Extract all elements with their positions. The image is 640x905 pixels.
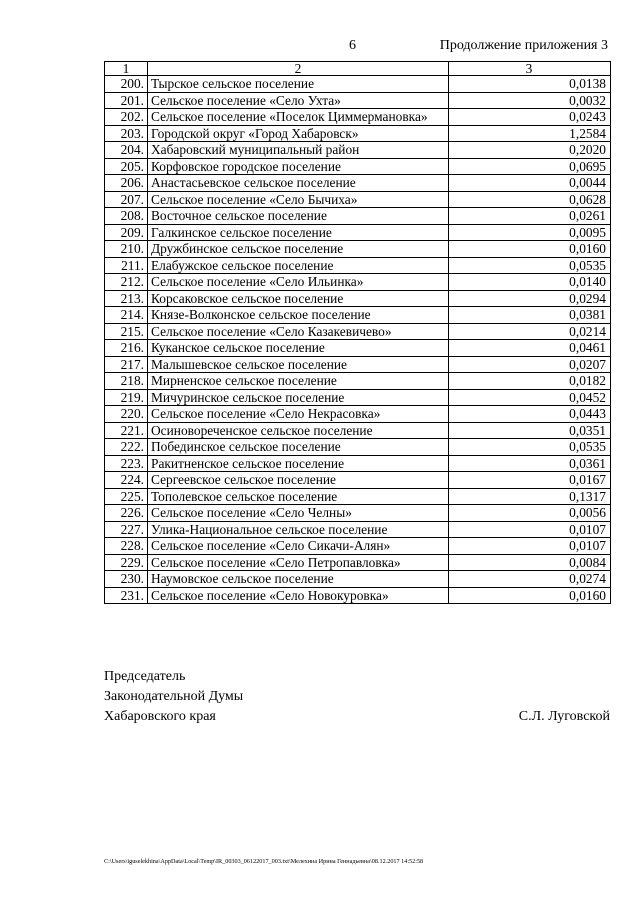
row-value-cell: 1,2584: [449, 125, 611, 142]
column-header-2: 2: [148, 62, 449, 76]
row-number-cell: 208.: [105, 208, 148, 225]
row-name-cell: Корсаковское сельское поселение: [148, 290, 449, 307]
row-name-cell: Тополевское сельское поселение: [148, 488, 449, 505]
row-name-cell: Сельское поселение «Село Казакевичево»: [148, 323, 449, 340]
row-name-cell: Елабужское сельское поселение: [148, 257, 449, 274]
row-value-cell: 0,0056: [449, 505, 611, 522]
row-name-cell: Сельское поселение «Село Новокуровка»: [148, 587, 449, 604]
table-body: [105, 76, 611, 604]
table-row: [105, 340, 611, 357]
row-name-cell: Тырское сельское поселение: [148, 76, 449, 93]
table-row: [105, 455, 611, 472]
signature-line-3: Хабаровского края: [104, 709, 216, 724]
table-row: [105, 488, 611, 505]
row-number-cell: 211.: [105, 257, 148, 274]
table-row: [105, 175, 611, 192]
table-row: [105, 505, 611, 522]
row-number-cell: 230.: [105, 571, 148, 588]
row-number-cell: 224.: [105, 472, 148, 489]
column-header-3: 3: [449, 62, 611, 76]
table-row: [105, 125, 611, 142]
table-row: [105, 224, 611, 241]
row-number-cell: 219.: [105, 389, 148, 406]
signer-name: С.Л. Луговской: [518, 709, 610, 724]
row-value-cell: 0,0443: [449, 406, 611, 423]
row-number-cell: 203.: [105, 125, 148, 142]
row-name-cell: Сельское поселение «Село Ильинка»: [148, 274, 449, 291]
row-name-cell: Ракитненское сельское поселение: [148, 455, 449, 472]
row-name-cell: Сельское поселение «Поселок Циммермановка»: [148, 109, 449, 126]
row-value-cell: 0,0294: [449, 290, 611, 307]
table-row: [105, 191, 611, 208]
row-value-cell: 0,0138: [449, 76, 611, 93]
row-number-cell: 228.: [105, 538, 148, 555]
row-number-cell: 225.: [105, 488, 148, 505]
row-value-cell: 0,0160: [449, 587, 611, 604]
row-name-cell: Побединское сельское поселение: [148, 439, 449, 456]
row-name-cell: Сельское поселение «Село Петропавловка»: [148, 554, 449, 571]
row-name-cell: Сельское поселение «Село Челны»: [148, 505, 449, 522]
row-name-cell: Малышевское сельское поселение: [148, 356, 449, 373]
row-value-cell: 0,0167: [449, 472, 611, 489]
row-number-cell: 215.: [105, 323, 148, 340]
row-name-cell: Сельское поселение «Село Сикачи-Алян»: [148, 538, 449, 555]
table-row: [105, 323, 611, 340]
row-name-cell: Сельское поселение «Село Бычиха»: [148, 191, 449, 208]
row-number-cell: 223.: [105, 455, 148, 472]
page-number: 6: [349, 38, 356, 53]
row-value-cell: 0,0160: [449, 241, 611, 258]
row-number-cell: 227.: [105, 521, 148, 538]
row-value-cell: 0,0044: [449, 175, 611, 192]
row-number-cell: 229.: [105, 554, 148, 571]
row-name-cell: Мичуринское сельское поселение: [148, 389, 449, 406]
table-row: [105, 274, 611, 291]
table-row: [105, 389, 611, 406]
signature-line-2: Законодательной Думы: [104, 689, 244, 704]
row-number-cell: 204.: [105, 142, 148, 159]
row-value-cell: 0,0261: [449, 208, 611, 225]
row-name-cell: Сельское поселение «Село Ухта»: [148, 92, 449, 109]
row-number-cell: 220.: [105, 406, 148, 423]
row-value-cell: 0,0107: [449, 538, 611, 555]
row-name-cell: Корфовское городское поселение: [148, 158, 449, 175]
row-number-cell: 202.: [105, 109, 148, 126]
row-number-cell: 209.: [105, 224, 148, 241]
signature-block: [104, 667, 243, 727]
row-value-cell: 0,0032: [449, 92, 611, 109]
row-number-cell: 213.: [105, 290, 148, 307]
row-name-cell: Анастасьевское сельское поселение: [148, 175, 449, 192]
row-value-cell: 0,0695: [449, 158, 611, 175]
row-value-cell: 0,0084: [449, 554, 611, 571]
row-name-cell: Сергеевское сельское поселение: [148, 472, 449, 489]
row-number-cell: 201.: [105, 92, 148, 109]
row-value-cell: 0,0535: [449, 439, 611, 456]
row-number-cell: 217.: [105, 356, 148, 373]
table-row: [105, 142, 611, 159]
signature-line-1: Председатель: [104, 669, 186, 684]
row-value-cell: 0,0461: [449, 340, 611, 357]
row-name-cell: Улика-Национальное сельское поселение: [148, 521, 449, 538]
table-row: [105, 538, 611, 555]
row-number-cell: 214.: [105, 307, 148, 324]
table-row: [105, 422, 611, 439]
row-name-cell: Восточное сельское поселение: [148, 208, 449, 225]
row-number-cell: 231.: [105, 587, 148, 604]
row-value-cell: 0,0535: [449, 257, 611, 274]
row-number-cell: 210.: [105, 241, 148, 258]
table-row: [105, 109, 611, 126]
row-name-cell: Сельское поселение «Село Некрасовка»: [148, 406, 449, 423]
row-number-cell: 222.: [105, 439, 148, 456]
table-row: [105, 587, 611, 604]
table-row: [105, 290, 611, 307]
row-value-cell: 0,0628: [449, 191, 611, 208]
row-name-cell: Куканское сельское поселение: [148, 340, 449, 357]
table-row: [105, 76, 611, 93]
row-number-cell: 206.: [105, 175, 148, 192]
table-row: [105, 208, 611, 225]
column-header-1: 1: [105, 62, 148, 76]
table-header-row: [105, 62, 611, 76]
row-value-cell: 0,0214: [449, 323, 611, 340]
row-value-cell: 0,0107: [449, 521, 611, 538]
row-value-cell: 0,0182: [449, 373, 611, 390]
row-value-cell: 0,0381: [449, 307, 611, 324]
row-value-cell: 0,0243: [449, 109, 611, 126]
row-value-cell: 0,0351: [449, 422, 611, 439]
row-name-cell: Мирненское сельское поселение: [148, 373, 449, 390]
table-row: [105, 356, 611, 373]
row-value-cell: 0,1317: [449, 488, 611, 505]
table-row: [105, 554, 611, 571]
row-number-cell: 207.: [105, 191, 148, 208]
row-number-cell: 200.: [105, 76, 148, 93]
row-number-cell: 218.: [105, 373, 148, 390]
row-value-cell: 0,0361: [449, 455, 611, 472]
table-row: [105, 241, 611, 258]
row-name-cell: Князе-Волконское сельское поселение: [148, 307, 449, 324]
footer-file-path: C:\Users\iguselekhina\AppData\Local\Temp\IR_00303_06122017_003.txt\Мелехина Ирина Геннадьевна\08.12.2017 14:52:58: [104, 858, 424, 865]
table-row: [105, 92, 611, 109]
row-value-cell: 0,2020: [449, 142, 611, 159]
continuation-label: Продолжение приложения 3: [439, 38, 608, 53]
row-number-cell: 216.: [105, 340, 148, 357]
table-row: [105, 472, 611, 489]
table-row: [105, 439, 611, 456]
row-value-cell: 0,0095: [449, 224, 611, 241]
row-name-cell: Хабаровский муниципальный район: [148, 142, 449, 159]
row-number-cell: 212.: [105, 274, 148, 291]
table-row: [105, 521, 611, 538]
table-row: [105, 158, 611, 175]
table-row: [105, 307, 611, 324]
table-row: [105, 406, 611, 423]
row-value-cell: 0,0274: [449, 571, 611, 588]
row-number-cell: 221.: [105, 422, 148, 439]
row-name-cell: Осиновореченское сельское поселение: [148, 422, 449, 439]
table-row: [105, 257, 611, 274]
row-value-cell: 0,0207: [449, 356, 611, 373]
appendix-table: [104, 61, 611, 604]
row-name-cell: Городской округ «Город Хабаровск»: [148, 125, 449, 142]
row-value-cell: 0,0452: [449, 389, 611, 406]
row-name-cell: Галкинское сельское поселение: [148, 224, 449, 241]
row-name-cell: Наумовское сельское поселение: [148, 571, 449, 588]
row-number-cell: 226.: [105, 505, 148, 522]
table-row: [105, 571, 611, 588]
row-number-cell: 205.: [105, 158, 148, 175]
row-name-cell: Дружбинское сельское поселение: [148, 241, 449, 258]
table-row: [105, 373, 611, 390]
row-value-cell: 0,0140: [449, 274, 611, 291]
